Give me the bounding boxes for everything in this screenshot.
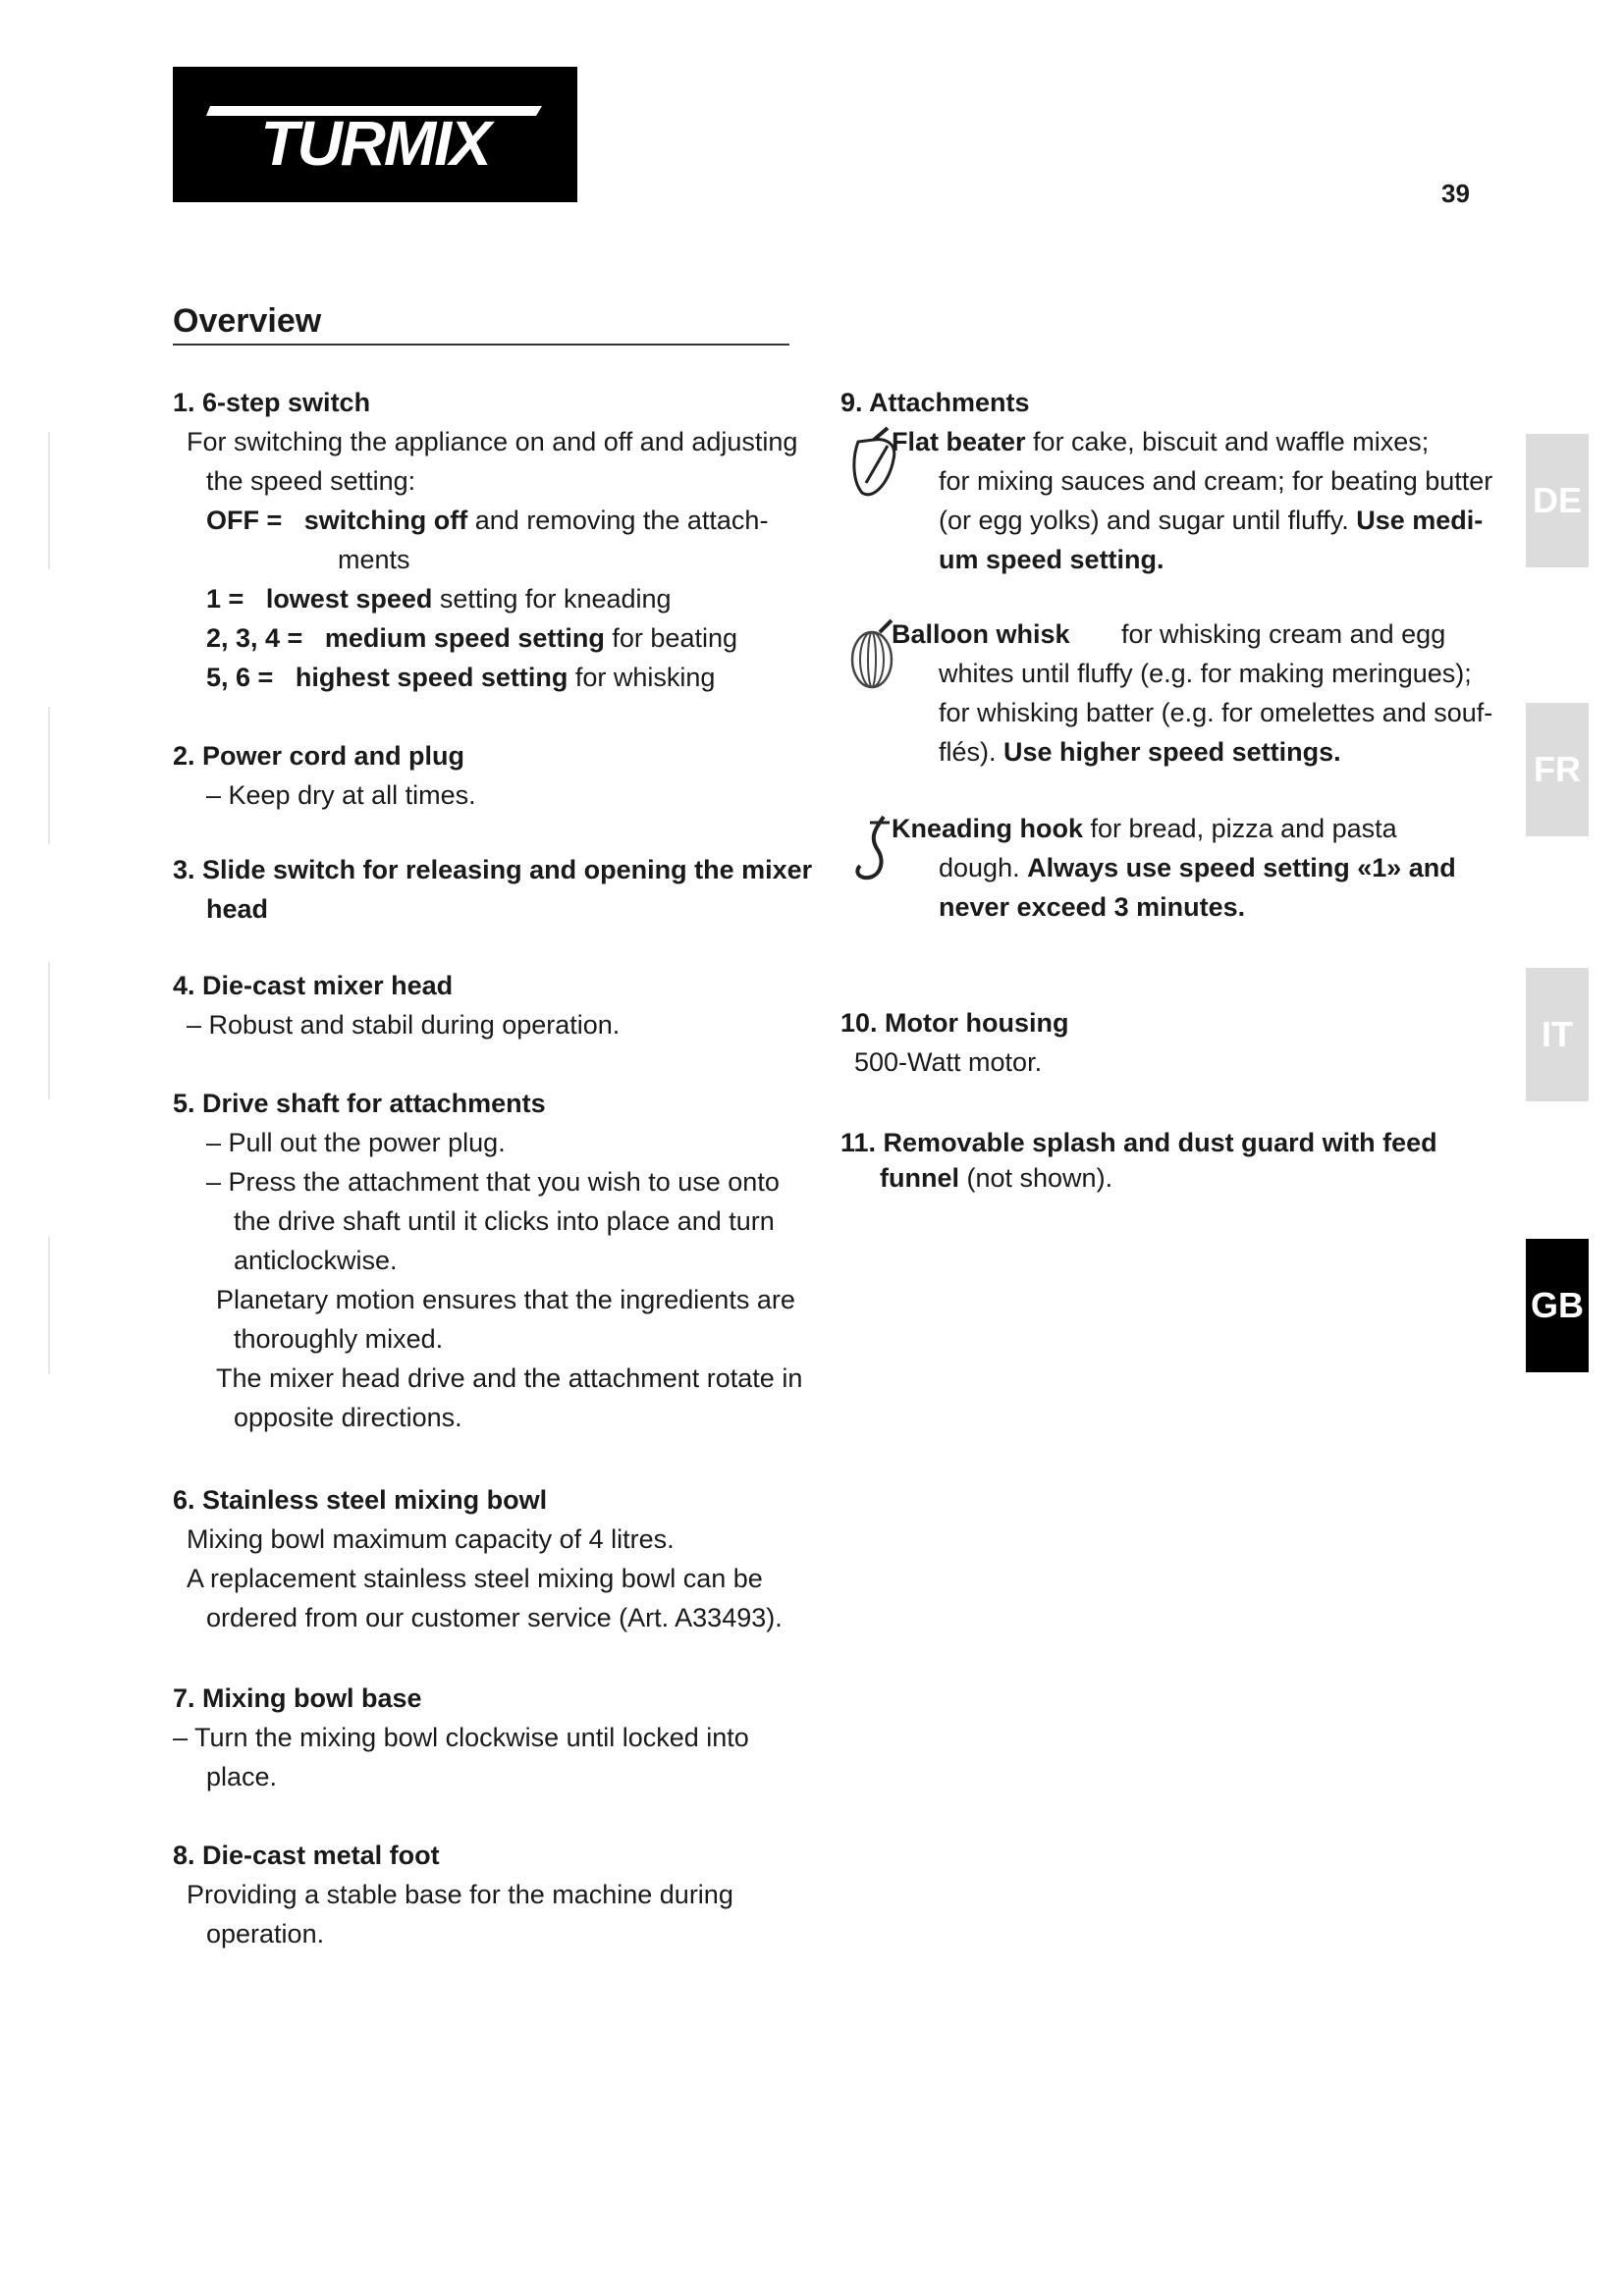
text-line: A replacement stainless steel mixing bowl can be: [187, 1564, 763, 1593]
attachment-name: Flat beater: [892, 427, 1026, 456]
setting-key: 1 =: [206, 584, 244, 614]
text-line: opposite directions.: [234, 1403, 462, 1432]
section-splash-guard: [840, 1123, 1469, 1198]
text-line: Mixing bowl maximum capacity of 4 litres.: [187, 1524, 675, 1554]
text-line: – Robust and stabil during operation.: [187, 1010, 621, 1040]
text-line: for whisking batter (e.g. for omelettes and souf-: [939, 698, 1493, 727]
text-part-bold: Always use speed setting «1» and: [1027, 853, 1456, 882]
section-title: 1. 6-step switch: [173, 388, 371, 417]
setting-label: switching off: [303, 506, 468, 535]
tab-fr[interactable]: FR: [1526, 703, 1589, 836]
text-line: Providing a stable base for the machine during: [187, 1880, 733, 1909]
section-title: 3. Slide switch for releasing and opening the mixer: [173, 855, 813, 884]
text-line: [840, 1158, 1469, 1198]
section-title: 6. Stainless steel mixing bowl: [173, 1485, 548, 1515]
text-part: dough.: [939, 853, 1028, 882]
section-motor-housing: [840, 1003, 1469, 1082]
section-drive-shaft: [173, 1084, 803, 1437]
section-title: 10. Motor housing: [840, 1008, 1069, 1038]
setting-key: 2, 3, 4 =: [206, 623, 303, 653]
text-line: [892, 732, 1469, 772]
text-line: ments: [338, 545, 410, 574]
text-line: um speed setting.: [939, 545, 1164, 574]
attachment-name: Balloon whisk: [892, 619, 1070, 649]
right-column: [840, 383, 1493, 1198]
text-line: ordered from our customer service (Art. A33493).: [206, 1603, 783, 1632]
section-title-cont: head: [206, 894, 269, 924]
text-line: 500-Watt motor.: [854, 1047, 1043, 1077]
setting-desc: setting for kneading: [432, 584, 672, 614]
setting-off: [173, 501, 782, 540]
setting-5-6: [173, 658, 782, 697]
section-metal-foot: [173, 1836, 782, 1953]
attachment-flat-beater: [840, 422, 1493, 579]
text-part-bold: Use higher speed settings.: [1003, 737, 1341, 767]
page-title: Overview: [173, 302, 322, 340]
heading-rule: [173, 344, 789, 346]
section-title: 7. Mixing bowl base: [173, 1683, 422, 1713]
edge-mark: [48, 1237, 50, 1374]
text-part: (or egg yolks) and sugar until fluffy.: [939, 506, 1357, 535]
flat-beater-icon: [844, 424, 905, 501]
attachment-kneading-hook: [840, 809, 1469, 927]
text-line: For switching the appliance on and off and adjusting: [187, 427, 798, 456]
section-title: 5. Drive shaft for attachments: [173, 1089, 546, 1118]
text-part-bold: Use medi-: [1356, 506, 1484, 535]
section-mixer-head: [173, 966, 782, 1044]
edge-mark: [48, 432, 50, 569]
page-number: 39: [1441, 179, 1470, 208]
attachment-balloon-whisk: [840, 614, 1493, 772]
text-line: place.: [206, 1762, 278, 1791]
text-line: – Pull out the power plug.: [206, 1128, 506, 1157]
section-slide-switch: [173, 850, 813, 929]
setting-label: medium speed setting: [324, 623, 605, 653]
balloon-whisk-icon: [844, 616, 905, 693]
kneading-hook-icon: [844, 811, 905, 887]
text-line: anticlockwise.: [234, 1246, 398, 1275]
tab-de[interactable]: DE: [1526, 434, 1589, 567]
section-power-cord: [173, 736, 782, 815]
text-line: – Keep dry at all times.: [206, 780, 476, 810]
text-line: the drive shaft until it clicks into place and turn: [234, 1206, 775, 1236]
text-line: – Turn the mixing bowl clockwise until locked into: [173, 1723, 749, 1752]
section-bowl-base: [173, 1679, 782, 1796]
section-mixing-bowl: [173, 1480, 782, 1637]
section-title: 2. Power cord and plug: [173, 741, 465, 771]
turmix-logo: [173, 67, 577, 202]
text-line: never exceed 3 minutes.: [939, 892, 1246, 922]
attachment-name: Kneading hook: [892, 814, 1083, 843]
logo-text: TURMIX: [260, 108, 490, 179]
turmix-logo-mark: [173, 67, 577, 202]
text-part: (not shown).: [959, 1163, 1113, 1193]
text-line: – Press the attachment that you wish to use onto: [206, 1167, 780, 1197]
setting-desc: and removing the attach-: [467, 506, 769, 535]
left-column: [173, 383, 813, 1953]
section-title: 11. Removable splash and dust guard with feed: [840, 1128, 1437, 1157]
setting-key: 5, 6 =: [206, 663, 274, 692]
text-line: whites until fluffy (e.g. for making meringues);: [939, 659, 1472, 688]
attachment-line: [892, 809, 1469, 848]
text-line: the speed setting:: [206, 466, 416, 496]
text-line: [892, 501, 1484, 540]
text-line: [892, 848, 1469, 887]
text-line: thoroughly mixed.: [234, 1324, 444, 1354]
attachment-line: [892, 422, 1469, 461]
attachment-line: [892, 614, 1469, 654]
tab-it[interactable]: IT: [1526, 968, 1589, 1101]
attachment-desc: for bread, pizza and pasta: [1083, 814, 1397, 843]
setting-1: [173, 579, 782, 618]
tab-gb[interactable]: GB: [1526, 1239, 1589, 1372]
text-line: for mixing sauces and cream; for beating butter: [939, 466, 1493, 496]
setting-label: lowest speed: [265, 584, 433, 614]
text-part: flés).: [939, 737, 1004, 767]
edge-mark: [48, 962, 50, 1099]
setting-desc: for beating: [604, 623, 737, 653]
setting-desc: for whisking: [568, 663, 716, 692]
section-6-step-switch: [173, 383, 798, 697]
section-title: 9. Attachments: [840, 388, 1030, 417]
setting-key: OFF =: [206, 506, 283, 535]
attachment-desc: for cake, biscuit and waffle mixes;: [1025, 427, 1430, 456]
section-attachments: [840, 383, 1493, 927]
text-line: Planetary motion ensures that the ingredients are: [216, 1285, 795, 1314]
edge-mark: [48, 707, 50, 844]
text-line: The mixer head drive and the attachment rotate in: [216, 1363, 803, 1393]
text-part-bold: funnel: [880, 1163, 959, 1193]
text-line: operation.: [206, 1919, 325, 1949]
section-title: 4. Die-cast mixer head: [173, 971, 454, 1000]
setting-label: highest speed setting: [295, 663, 568, 692]
attachment-desc: for whisking cream and egg: [1121, 619, 1446, 649]
section-title: 8. Die-cast metal foot: [173, 1841, 440, 1870]
setting-2-3-4: [173, 618, 782, 658]
